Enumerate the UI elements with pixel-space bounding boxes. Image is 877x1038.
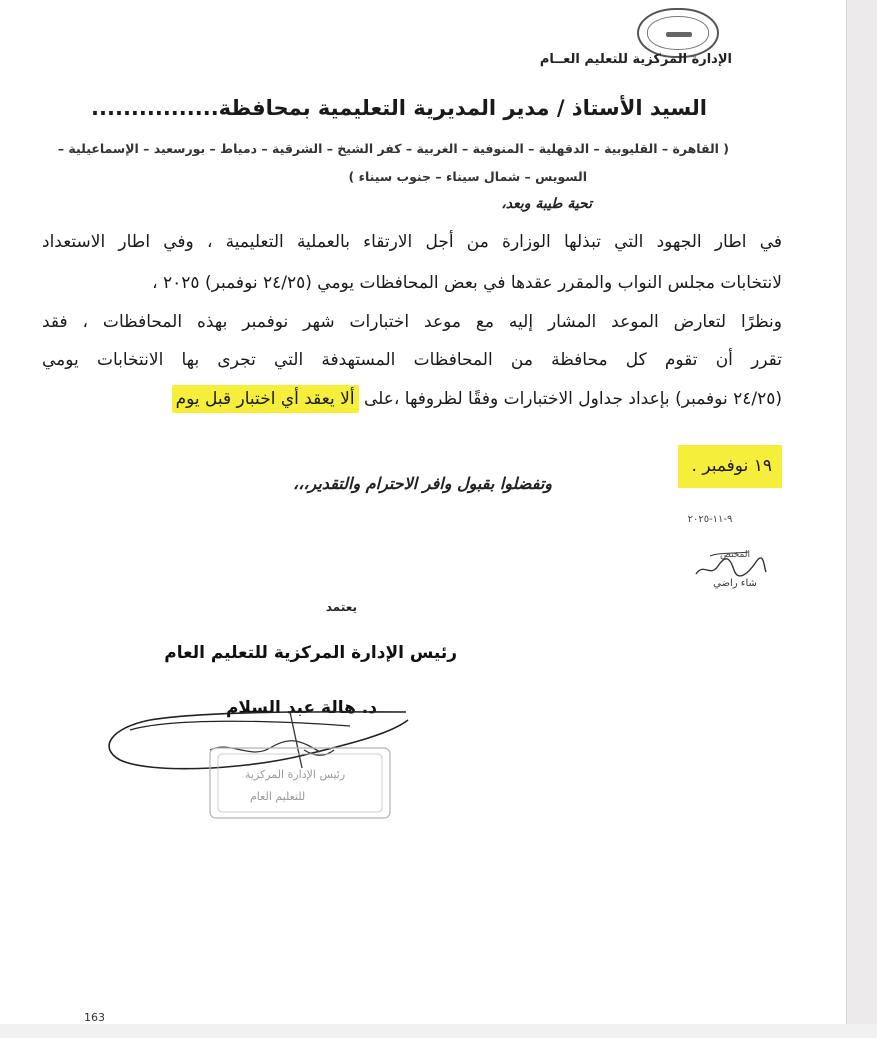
approval-label: يعتمد	[325, 600, 357, 614]
ministry-unit-header: الإدارة المركزية للتعليم العــام	[539, 52, 732, 67]
body-line-1: في اطار الجهود التي تبذلها الوزارة من أجل الارتقاء بالعملية التعليمية ، وفي اطار الاستعداد	[42, 232, 782, 252]
viewer-side-margin	[846, 0, 877, 1038]
recipient-line: السيد الأستاذ / مدير المديرية التعليمية بمحافظة................	[91, 96, 707, 120]
signature-stamp-icon	[90, 690, 420, 830]
body-line-5	[42, 381, 782, 418]
body-line-4: تقرر أن تقوم كل محافظة من المحافظات المستهدفة التي تجرى بها الانتخابات يومي	[42, 350, 782, 370]
viewer-bottom-margin	[0, 1024, 877, 1038]
greeting: تحية طيبة وبعد،	[501, 196, 592, 212]
ministry-logo-icon	[637, 8, 719, 58]
initials-label: المختص	[720, 550, 750, 560]
body-line-2: لانتخابات مجلس النواب والمقرر عقدها في بعض المحافظات يومي (٢٤/٢٥ نوفمبر) ٢٠٢٥ ،	[152, 273, 782, 293]
stamp-text-1: رئيس الإدارة المركزية	[245, 768, 346, 781]
highlighted-date: ١٩ نوفمبر .	[678, 445, 782, 488]
approver-title: رئيس الإدارة المركزية للتعليم العام	[164, 643, 457, 663]
closing-salutation: وتفضلوا بقبول وافر الاحترام والتقدير،،،	[293, 474, 552, 493]
body-line-3: ونظرًا لتعارض الموعد المشار إليه مع موعد اختبارات شهر نوفمبر بهذه المحافظات ، فقد	[42, 312, 782, 332]
document-date: ٩-١١-٢٠٢٥	[687, 514, 733, 525]
page-number: 163	[84, 1011, 105, 1024]
governorates-list-line1: ( القاهرة – القليوبية – الدقهلية – المنوفية – الغربية – كفر الشيخ – الشرقية – دمياط – بورسعيد – الإسماعيلية –	[57, 141, 729, 156]
governorates-list-line2: السويس – شمال سيناء – جنوب سيناء )	[348, 169, 587, 184]
highlighted-condition: ألا يعقد أي اختبار قبل يوم	[172, 385, 359, 413]
stamp-text-2: للتعليم العام	[250, 790, 306, 803]
initials-name: شاء راضي	[713, 578, 757, 589]
approver-name: د. هالة عبد السلام	[225, 698, 377, 718]
body-line-5-text: (٢٤/٢٥ نوفمبر) بإعداد جداول الاختبارات وفقًا لظروفها ،على	[363, 389, 782, 409]
